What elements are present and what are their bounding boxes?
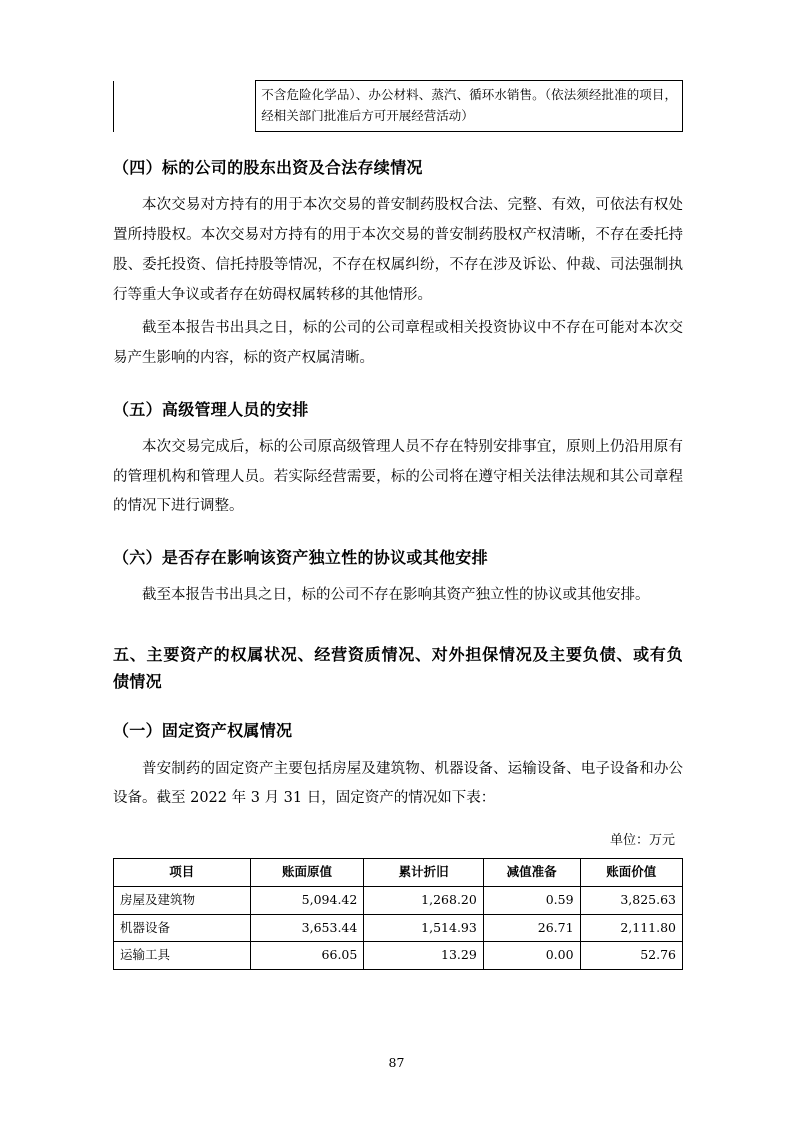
cell-original-value: 66.05 bbox=[250, 942, 364, 970]
section-heading-6: （六）是否存在影响该资产独立性的协议或其他安排 bbox=[113, 548, 488, 568]
section-heading-5: （五）高级管理人员的安排 bbox=[113, 399, 309, 419]
empty-cell bbox=[114, 81, 256, 132]
cell-original-value: 5,094.42 bbox=[250, 886, 364, 914]
cell-book-value: 52.76 bbox=[580, 942, 682, 970]
cell-impairment: 26.71 bbox=[483, 914, 580, 942]
table-row bbox=[114, 914, 683, 942]
cell-item: 房屋及建筑物 bbox=[114, 886, 251, 914]
fixed-assets-table bbox=[113, 858, 683, 970]
business-scope-cell bbox=[256, 81, 683, 132]
business-scope-text: 不含危险化学品）、办公材料、蒸汽、循环水销售。（依法须经批准的项目，经相关部门批准后方可开展经营活动） bbox=[261, 87, 677, 123]
section-heading-five: 五、主要资产的权属状况、经营资质情况、对外担保情况及主要负债、或有负债情况 bbox=[113, 645, 683, 692]
paragraph: 截至本报告书出具之日，标的公司不存在影响其资产独立性的协议或其他安排。 bbox=[142, 587, 650, 604]
column-header-impairment: 减值准备 bbox=[483, 859, 580, 887]
table-header-row bbox=[114, 859, 683, 887]
cell-book-value: 2,111.80 bbox=[580, 914, 682, 942]
page-content bbox=[113, 80, 683, 970]
cell-original-value: 3,653.44 bbox=[250, 914, 364, 942]
paragraph: 普安制药的固定资产主要包括房屋及建筑物、机器设备、运输设备、电子设备和办公设备。截至 2022 年 3 月 31 日，固定资产的情况如下表： bbox=[113, 760, 683, 807]
section-heading-fixed-assets: （一）固定资产权属情况 bbox=[113, 721, 293, 741]
cell-book-value: 3,825.63 bbox=[580, 886, 682, 914]
cell-accumulated-depreciation: 1,268.20 bbox=[364, 886, 483, 914]
paragraph: 截至本报告书出具之日，标的公司的公司章程或相关投资协议中不存在可能对本次交易产生影响的内容，标的资产权属清晰。 bbox=[113, 320, 683, 367]
column-header-accumulated-depreciation: 累计折旧 bbox=[364, 859, 483, 887]
paragraph: 本次交易完成后，标的公司原高级管理人员不存在特别安排事宜，原则上仍沿用原有的管理机构和管理人员。若实际经营需要，标的公司将在遵守相关法律法规和其公司章程的情况下进行调整。 bbox=[113, 438, 683, 515]
section-heading-4: （四）标的公司的股东出资及合法存续情况 bbox=[113, 158, 423, 178]
cell-accumulated-depreciation: 1,514.93 bbox=[364, 914, 483, 942]
column-header-book-value: 账面价值 bbox=[580, 859, 682, 887]
column-header-original-value: 账面原值 bbox=[250, 859, 364, 887]
cell-item: 机器设备 bbox=[114, 914, 251, 942]
unit-note: 单位：万元 bbox=[609, 833, 675, 848]
cell-accumulated-depreciation: 13.29 bbox=[364, 942, 483, 970]
table-row bbox=[114, 886, 683, 914]
cell-item: 运输工具 bbox=[114, 942, 251, 970]
paragraph: 本次交易对方持有的用于本次交易的普安制药股权合法、完整、有效，可依法有权处置所持股权。本次交易对方持有的用于本次交易的普安制药股权产权清晰，不存在委托持股、委托投资、信托持股等情况，不存在权属纠纷，不存在涉及诉讼、仲裁、司法强制执行等重大争议或者存在妨碍权属转移的其他情形。 bbox=[113, 197, 683, 303]
table-row bbox=[114, 942, 683, 970]
cell-impairment: 0.00 bbox=[483, 942, 580, 970]
cell-impairment: 0.59 bbox=[483, 886, 580, 914]
page-number: 87 bbox=[388, 1055, 405, 1070]
table-row bbox=[114, 81, 683, 132]
continuation-table bbox=[113, 80, 683, 132]
column-header-item: 项目 bbox=[114, 859, 251, 887]
